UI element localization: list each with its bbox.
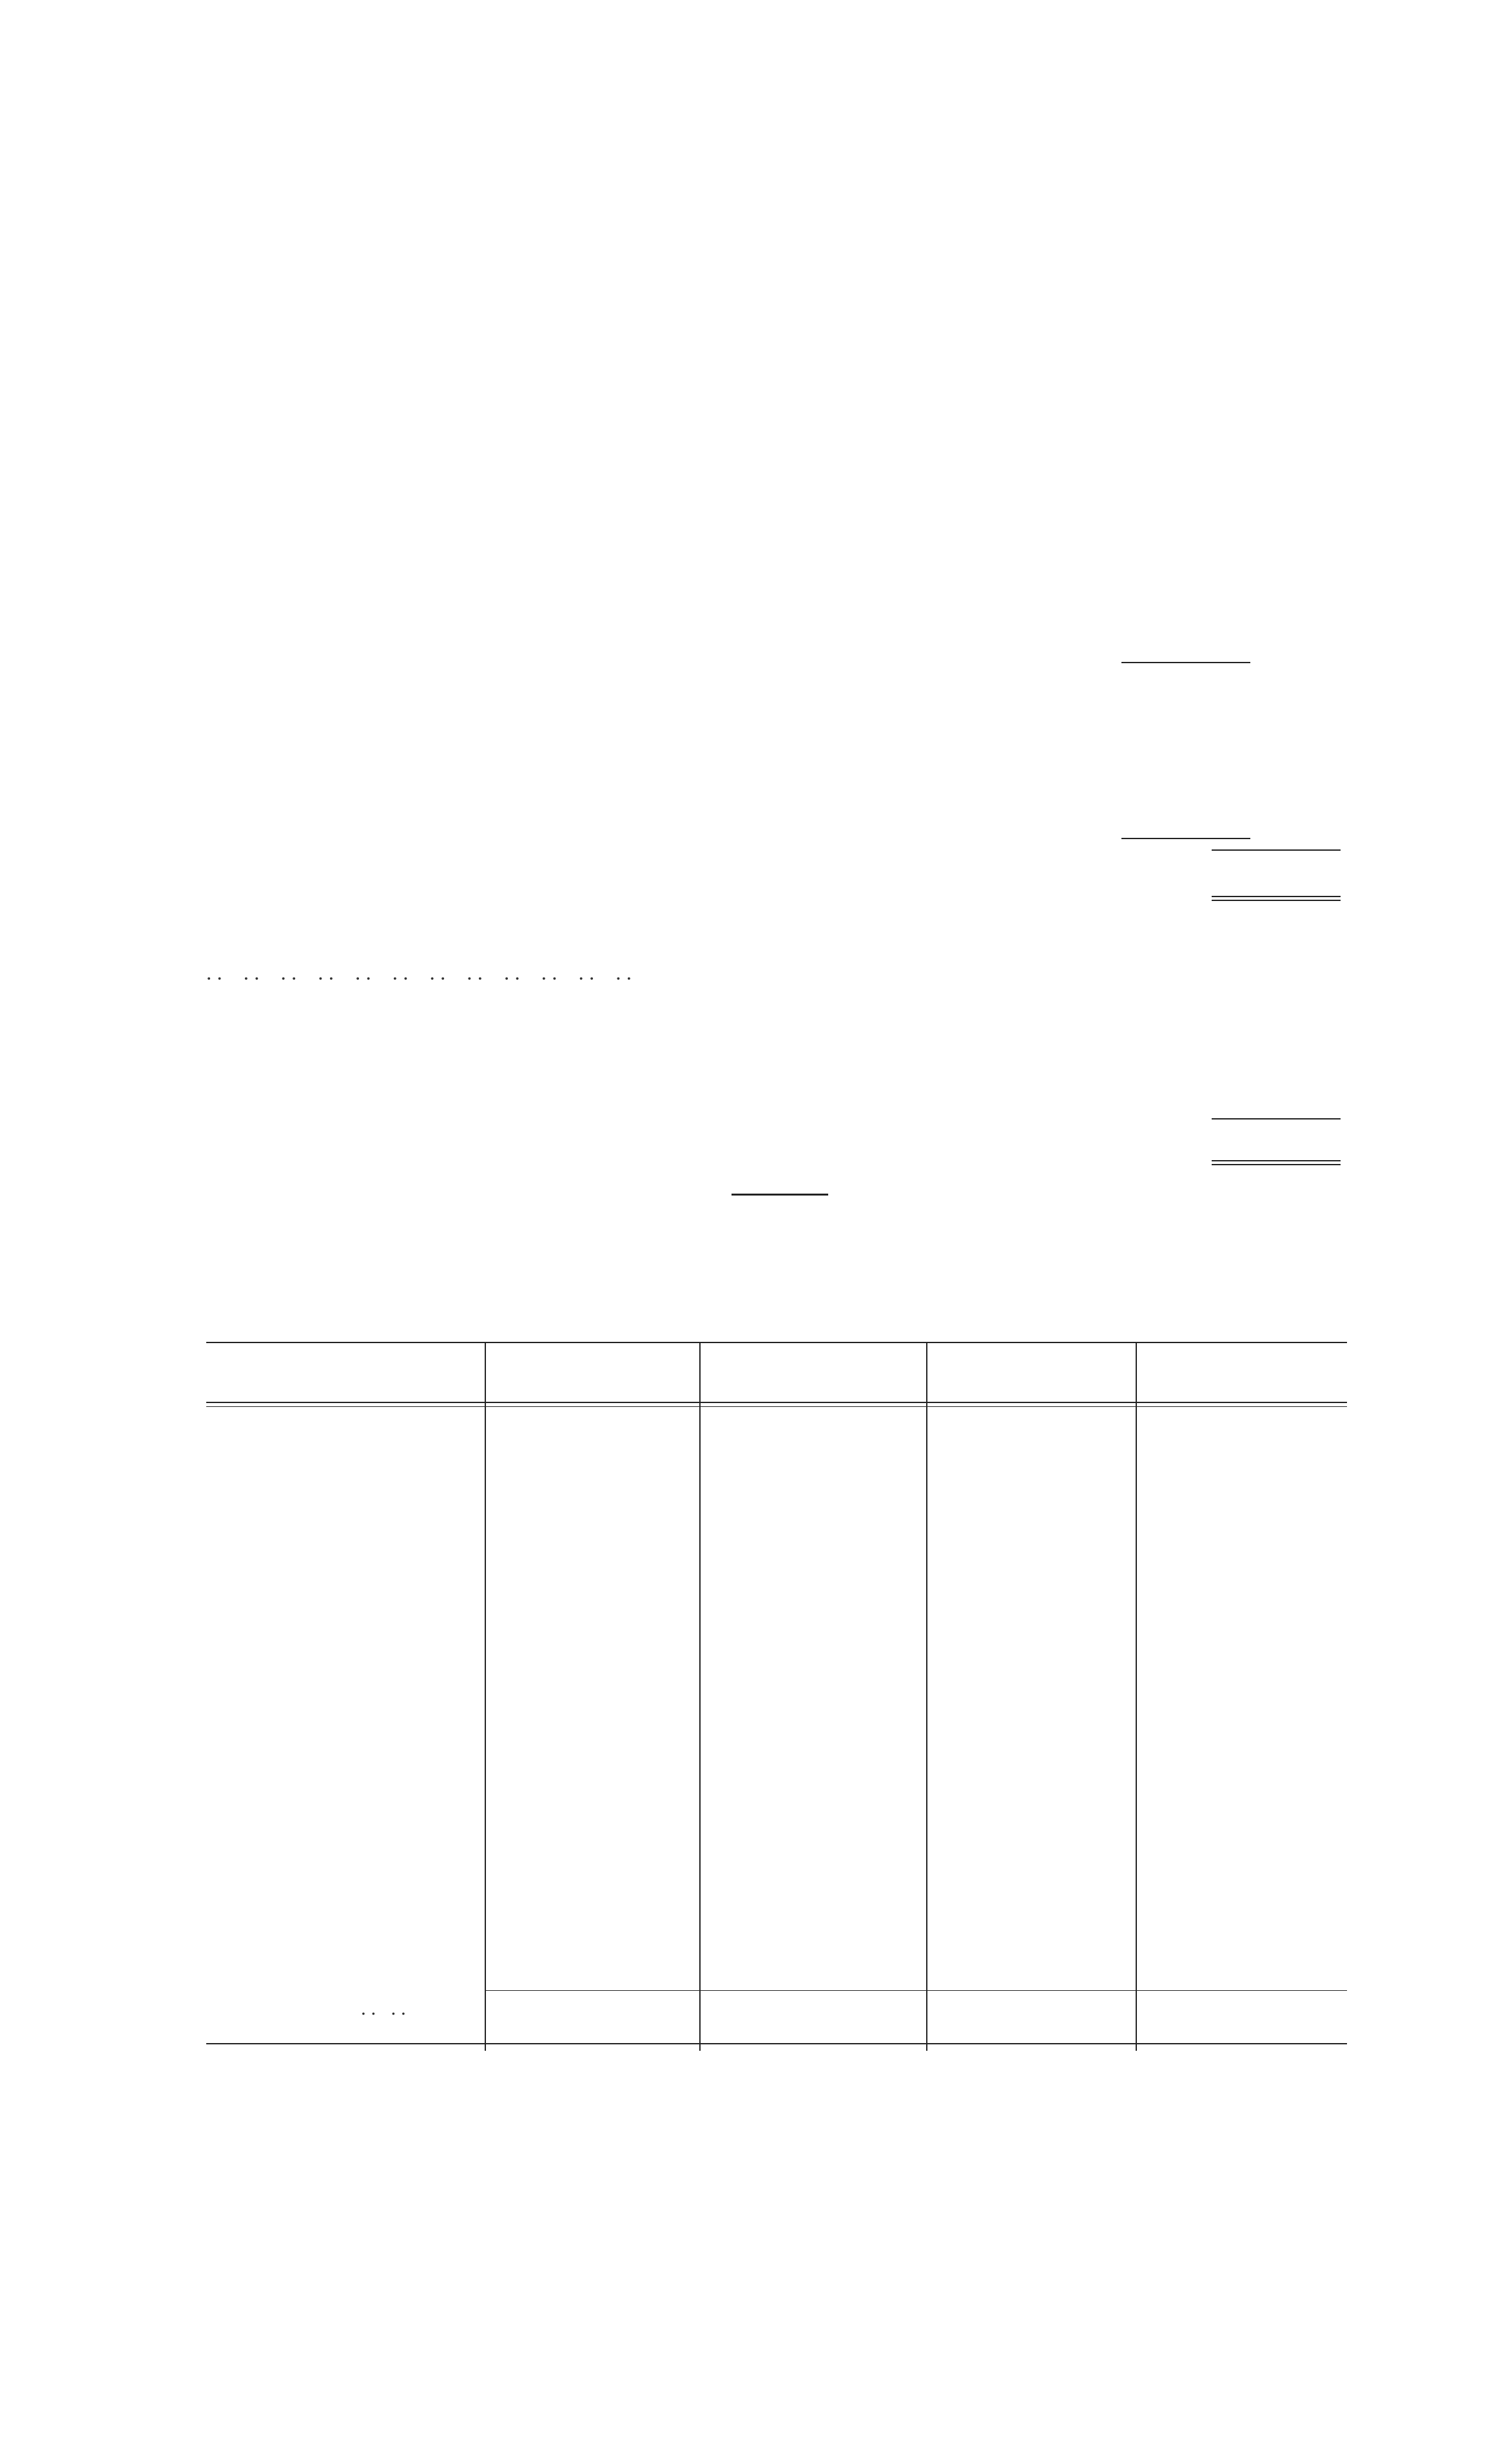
females-subtotal-rule (1121, 838, 1250, 839)
liabilities-rule (1212, 849, 1341, 851)
col-divider-2 (699, 1342, 701, 2051)
totals-dots: . . . . (361, 1997, 406, 2019)
liabilities-double-rule-1 (1212, 896, 1341, 897)
males-subtotal-rule (1121, 662, 1250, 663)
col-divider-4 (1136, 1342, 1137, 2051)
totals-row (0, 1997, 1512, 2019)
table10-bottom-rule (206, 2043, 1347, 2044)
assets-double-rule-2 (1212, 1164, 1341, 1165)
accumulated-funds-label: . . . . . . . . . . . . . . . . . . . . . . . . (206, 962, 632, 985)
table10-header-rule-2 (206, 1406, 1347, 1407)
col-divider-3 (926, 1342, 927, 2051)
liabilities-double-rule-2 (1212, 900, 1341, 901)
section-divider (732, 1194, 828, 1196)
assets-rule (1212, 1118, 1341, 1119)
table10-top-rule (206, 1342, 1347, 1343)
assets-double-rule-1 (1212, 1160, 1341, 1161)
totals-top-rule (486, 1990, 1347, 1991)
col-divider-1 (485, 1342, 486, 2051)
table10-header-rule (206, 1402, 1347, 1403)
